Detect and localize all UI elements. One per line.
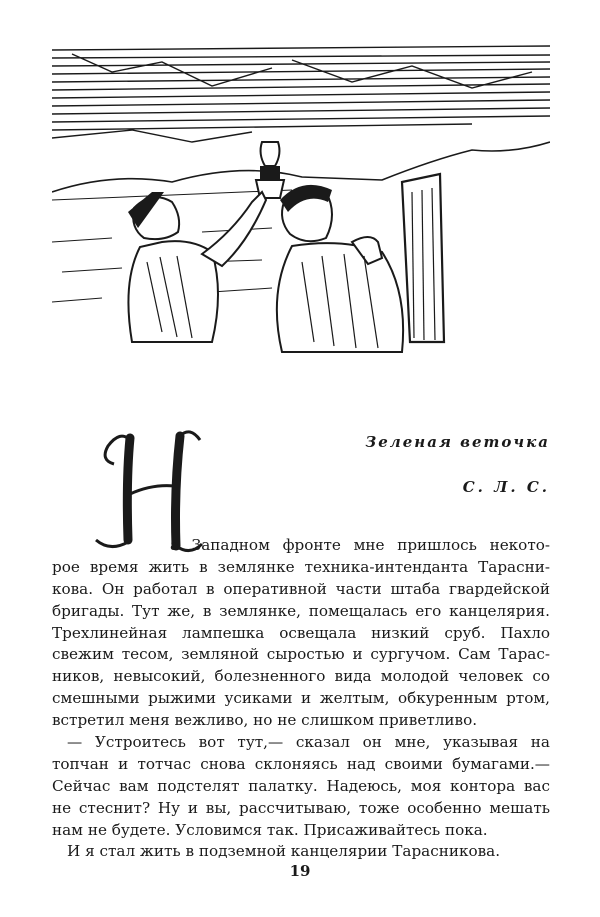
page-number: 19 — [289, 862, 311, 880]
text-line: И я стал жить в подземной канцелярии Тарасникова. — [67, 842, 501, 861]
text-line: не стеснит? Ну и вы, рассчитываю, тоже особенно мешать — [52, 798, 550, 817]
text-line: рое время жить в землянке техника-интенданта Тарасни- — [52, 557, 550, 576]
text-line: встретил меня вежливо, но не слишком приветливо. — [52, 711, 478, 730]
text-line: Трехлинейная лампешка освещала низкий сруб. Пахло — [52, 623, 550, 642]
paragraph-2 — [52, 732, 550, 841]
text-line: — Устроитесь вот тут,— сказал он мне, указывая на — [67, 733, 550, 752]
story-body — [52, 535, 550, 863]
paragraph-3 — [52, 841, 550, 863]
text-line: топчан и тотчас снова склоняясь над своими бумагами.— — [52, 754, 550, 773]
text-line: нам не будете. Условимся так. Присаживайтесь пока. — [52, 820, 488, 839]
text-line: ников, невысокий, болезненного вида молодой человек со — [52, 667, 550, 686]
text-line: а Западном фронте мне пришлось некото- — [170, 536, 550, 554]
story-author: С. Л. С. — [462, 478, 550, 496]
text-line: свежим тесом, земляной сыростью и сургучом. Сам Тарас- — [52, 645, 550, 664]
text-line: кова. Он работал в оперативной части штаба гвардейской — [52, 579, 550, 598]
text-line: Сейчас вам подстелят палатку. Надеюсь, моя контора вас — [52, 776, 550, 795]
text-line: бригады. Тут же, в землянке, помещалась его канцелярия. — [52, 601, 550, 620]
story-title: Зеленая веточка — [365, 433, 550, 451]
text-line: смешными рыжими усиками и желтым, обкуренным ртом, — [52, 689, 550, 708]
paragraph-1 — [52, 535, 550, 732]
illustration-soldiers-with-lamp — [52, 42, 550, 358]
